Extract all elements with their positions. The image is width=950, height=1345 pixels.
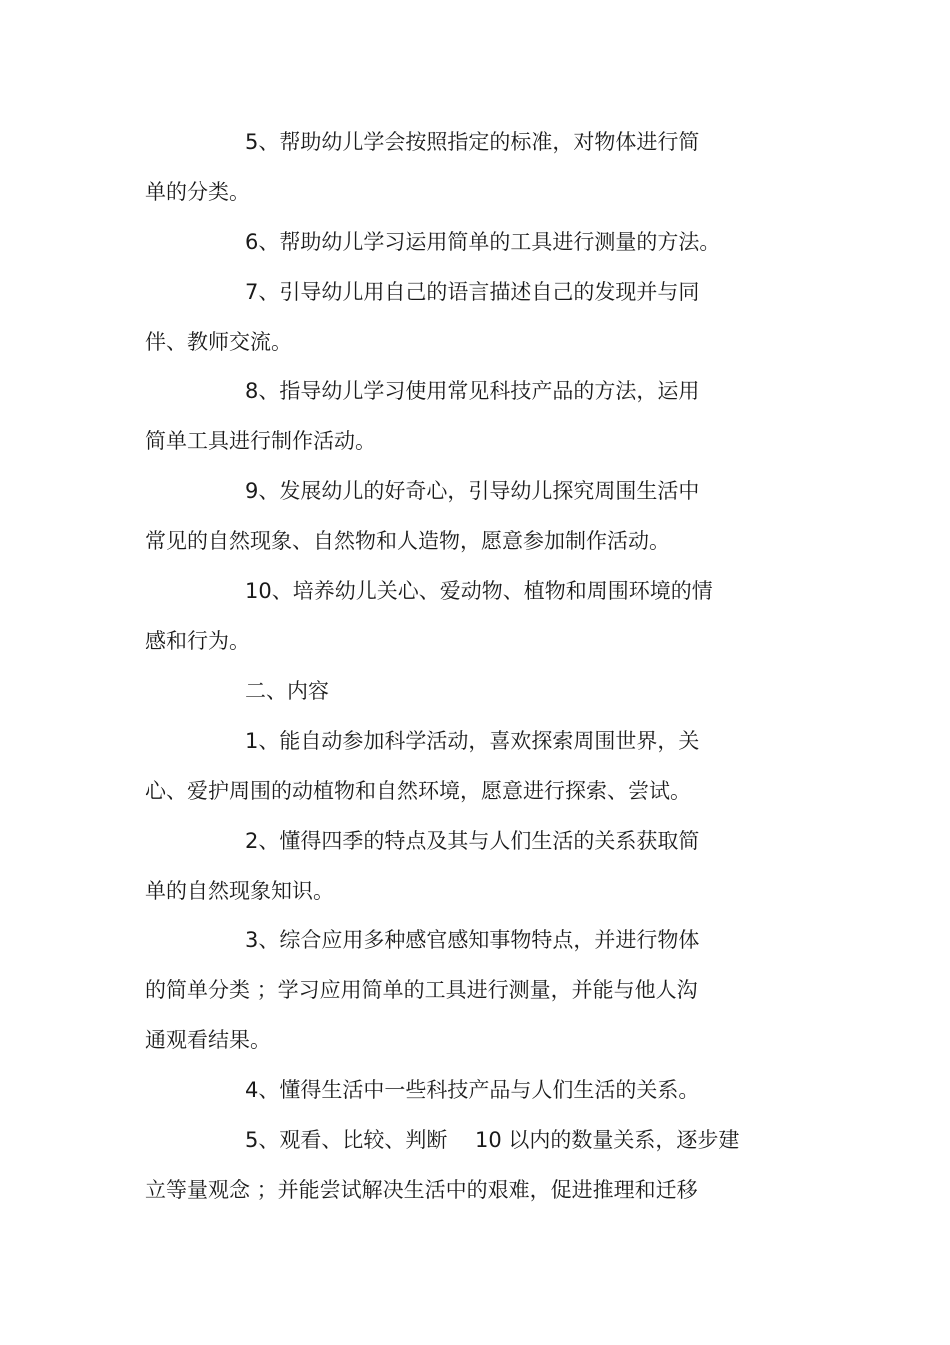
paragraph-objective-10-cont: 感和行为。 (145, 629, 250, 653)
paragraph-content-2: 2、懂得四季的特点及其与人们生活的关系获取简 (245, 829, 700, 853)
paragraph-content-3-cont: 的简单分类 ；学习应用简单的工具进行测量，并能与他人沟 (145, 978, 698, 1002)
paragraph-content-1-cont: 心、爱护周围的动植物和自然环境，愿意进行探索、尝试。 (145, 779, 691, 803)
section-heading-content: 二、内容 (245, 679, 329, 703)
paragraph-content-5: 5、观看、比较、判断 10 以内的数量关系，逐步建 (245, 1128, 740, 1152)
paragraph-content-5-cont: 立等量观念 ；并能尝试解决生活中的艰难，促进推理和迁移 (145, 1178, 698, 1202)
paragraph-objective-7: 7、引导幼儿用自己的语言描述自己的发现并与同 (245, 280, 700, 304)
paragraph-content-2-cont: 单的自然现象知识。 (145, 879, 334, 903)
paragraph-content-3: 3、综合应用多种感官感知事物特点，并进行物体 (245, 928, 700, 952)
paragraph-objective-9: 9、发展幼儿的好奇心，引导幼儿探究周围生活中 (245, 479, 700, 503)
paragraph-objective-5: 5、帮助幼儿学会按照指定的标准，对物体进行简 (245, 130, 700, 154)
paragraph-objective-7-cont: 伴、教师交流。 (145, 330, 292, 354)
paragraph-objective-8-cont: 简单工具进行制作活动。 (145, 429, 376, 453)
paragraph-content-1: 1、能自动参加科学活动，喜欢探索周围世界，关 (245, 729, 700, 753)
paragraph-objective-8: 8、指导幼儿学习使用常见科技产品的方法，运用 (245, 379, 700, 403)
paragraph-content-4: 4、懂得生活中一些科技产品与人们生活的关系。 (245, 1078, 700, 1102)
paragraph-objective-5-cont: 单的分类。 (145, 180, 250, 204)
paragraph-objective-10: 10、培养幼儿关心、爱动物、植物和周围环境的情 (245, 579, 713, 603)
paragraph-content-3-cont-2: 通观看结果。 (145, 1028, 271, 1052)
paragraph-objective-9-cont: 常见的自然现象、自然物和人造物，愿意参加制作活动。 (145, 529, 670, 553)
paragraph-objective-6: 6、帮助幼儿学习运用简单的工具进行测量的方法。 (245, 230, 721, 254)
